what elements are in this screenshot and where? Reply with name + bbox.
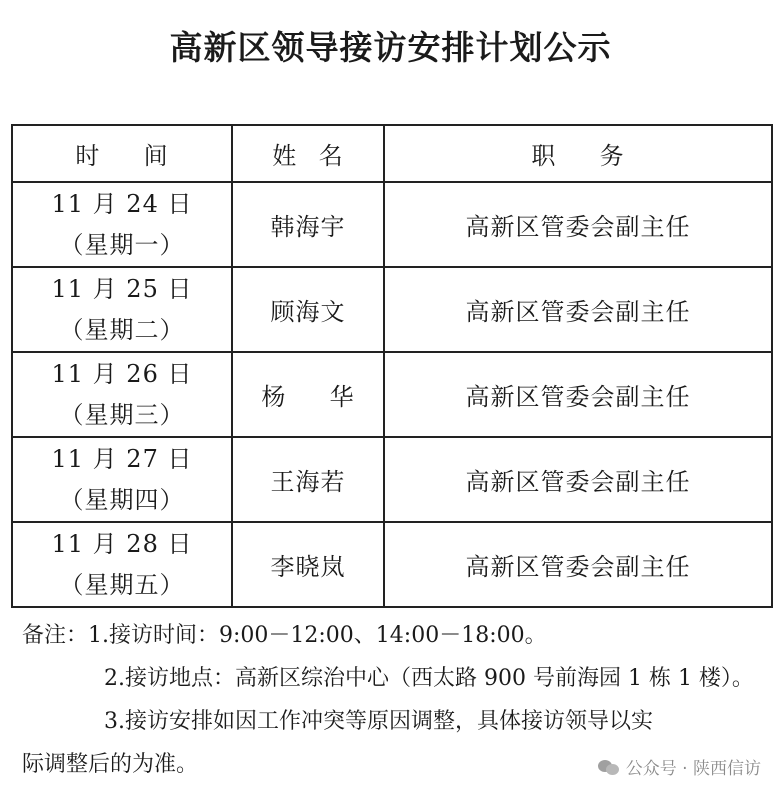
cell-time <box>12 267 232 352</box>
cell-role: 高新区管委会副主任 <box>384 182 772 267</box>
watermark-text: 公众号 · 陕西信访 <box>625 759 761 779</box>
header-time <box>12 125 232 182</box>
cell-weekday: （星期三） <box>59 400 185 429</box>
page-title: 高新区领导接访安排计划公示 <box>169 28 612 67</box>
cell-weekday: （星期四） <box>59 485 185 514</box>
cell-name <box>232 352 384 437</box>
wechat-icon <box>598 758 620 776</box>
cell-weekday: （星期二） <box>59 315 185 344</box>
cell-name: 王海若 <box>232 437 384 522</box>
table-row <box>12 267 772 352</box>
cell-date: 11 月 27 日 <box>51 444 193 473</box>
header-name-char-2: 名 <box>318 142 344 170</box>
header-name <box>232 125 384 182</box>
cell-date: 11 月 26 日 <box>51 359 193 388</box>
schedule-table <box>11 124 773 608</box>
cell-time <box>12 522 232 607</box>
watermark <box>598 754 761 779</box>
table-row <box>12 522 772 607</box>
cell-date: 11 月 28 日 <box>51 529 193 558</box>
table-row <box>12 352 772 437</box>
cell-time <box>12 352 232 437</box>
table-row <box>12 182 772 267</box>
cell-name: 顾海文 <box>232 267 384 352</box>
cell-name: 韩海宇 <box>232 182 384 267</box>
table-row <box>12 437 772 522</box>
cell-date: 11 月 25 日 <box>51 274 193 303</box>
header-role <box>384 125 772 182</box>
cell-name-part-1: 杨 <box>261 383 287 411</box>
header-name-char-1: 姓 <box>272 142 298 170</box>
cell-weekday: （星期五） <box>59 570 185 599</box>
header-time-char-2: 间 <box>143 142 169 170</box>
cell-time <box>12 182 232 267</box>
cell-name: 李晓岚 <box>232 522 384 607</box>
header-time-char-1: 时 <box>75 142 101 170</box>
note-line-3: 3.接访安排如因工作冲突等原因调整，具体接访领导以实 <box>104 709 653 734</box>
header-role-char-1: 职 <box>531 142 557 170</box>
cell-role: 高新区管委会副主任 <box>384 437 772 522</box>
cell-role: 高新区管委会副主任 <box>384 352 772 437</box>
cell-weekday: （星期一） <box>59 230 185 259</box>
table-header-row <box>12 125 772 182</box>
cell-role: 高新区管委会副主任 <box>384 267 772 352</box>
note-line-4: 际调整后的为准。 <box>22 752 199 777</box>
note-line-2: 2.接访地点：高新区综治中心（西太路 900 号前海园 1 栋 1 楼）。 <box>104 666 754 691</box>
cell-role: 高新区管委会副主任 <box>384 522 772 607</box>
cell-time <box>12 437 232 522</box>
cell-date: 11 月 24 日 <box>51 189 193 218</box>
note-line-1: 备注：1.接访时间：9:00－12:00、14:00－18:00。 <box>22 623 547 648</box>
header-role-char-2: 务 <box>599 142 625 170</box>
cell-name-part-2: 华 <box>329 383 355 411</box>
